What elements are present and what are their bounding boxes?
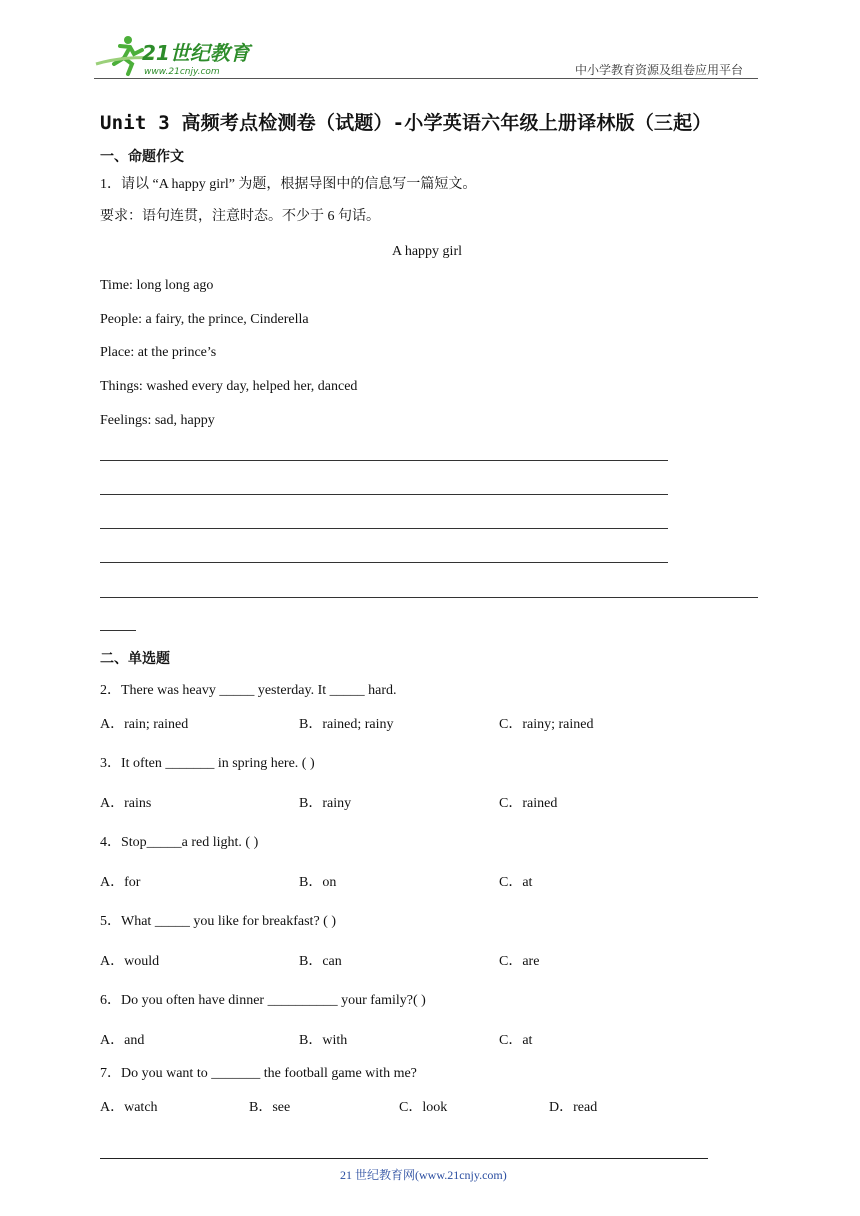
question-5-option-b[interactable]: B．can — [299, 954, 342, 969]
question-6-option-b[interactable]: B．with — [299, 1033, 348, 1048]
logo-text: 21世纪教育 — [142, 41, 250, 65]
writing-line[interactable] — [100, 562, 668, 563]
writing-line[interactable] — [100, 460, 668, 461]
question-6-option-a[interactable]: A．and — [100, 1033, 145, 1048]
question-2-option-c[interactable]: C．rainy; rained — [499, 717, 594, 732]
question-3-option-c[interactable]: C．rained — [499, 796, 558, 811]
question-7-stem: 7．Do you want to _______ the football game with me? — [100, 1066, 417, 1081]
question-5-option-c[interactable]: C．are — [499, 954, 540, 969]
header-divider — [94, 78, 758, 79]
question-1-prompt: 1．请以 “A happy girl” 为题，根据导图中的信息写一篇短文。 — [100, 177, 477, 192]
section-heading-2: 二、单选题 — [100, 651, 170, 667]
header-right-text: 中小学教育资源及组卷应用平台 — [575, 63, 744, 77]
logo-url: www.21cnjy.com — [144, 67, 220, 77]
site-logo — [94, 34, 264, 78]
info-place: Place: at the prince’s — [100, 345, 217, 360]
info-time: Time: long long ago — [100, 278, 214, 293]
question-3-option-b[interactable]: B．rainy — [299, 796, 352, 811]
question-7-option-b[interactable]: B．see — [249, 1100, 291, 1115]
question-2-stem: 2．There was heavy _____ yesterday. It _____ hard. — [100, 683, 397, 698]
question-6-option-c[interactable]: C．at — [499, 1033, 533, 1048]
question-7-option-d[interactable]: D．read — [549, 1100, 598, 1115]
question-3-option-a[interactable]: A．rains — [100, 796, 152, 811]
writing-line[interactable] — [100, 528, 668, 529]
footer-text[interactable]: 21 世纪教育网(www.21cnjy.com) — [340, 1168, 507, 1182]
question-4-stem: 4．Stop_____a red light. ( ) — [100, 835, 259, 850]
question-2-option-a[interactable]: A．rain; rained — [100, 717, 189, 732]
writing-line[interactable] — [100, 630, 136, 631]
section-heading-1: 一、命题作文 — [100, 149, 184, 165]
essay-title: A happy girl — [392, 244, 462, 259]
writing-line[interactable] — [100, 597, 758, 598]
question-4-option-a[interactable]: A．for — [100, 875, 141, 890]
footer-divider — [100, 1158, 708, 1159]
info-people: People: a fairy, the prince, Cinderella — [100, 312, 309, 327]
info-feelings: Feelings: sad, happy — [100, 413, 215, 428]
question-5-stem: 5．What _____ you like for breakfast? ( ) — [100, 914, 336, 929]
question-1-requirement: 要求：语句连贯，注意时态。不少于 6 句话。 — [100, 209, 380, 224]
question-4-option-c[interactable]: C．at — [499, 875, 533, 890]
question-5-option-a[interactable]: A．would — [100, 954, 160, 969]
question-7-option-c[interactable]: C．look — [399, 1100, 448, 1115]
page-title: Unit 3 高频考点检测卷（试题）-小学英语六年级上册译林版（三起） — [100, 112, 712, 134]
question-7-option-a[interactable]: A．watch — [100, 1100, 158, 1115]
question-2-option-b[interactable]: B．rained; rainy — [299, 717, 394, 732]
question-6-stem: 6．Do you often have dinner __________ your family?( ) — [100, 993, 426, 1008]
writing-line[interactable] — [100, 494, 668, 495]
info-things: Things: washed every day, helped her, danced — [100, 379, 358, 394]
question-3-stem: 3．It often _______ in spring here. ( ) — [100, 756, 315, 771]
question-4-option-b[interactable]: B．on — [299, 875, 337, 890]
